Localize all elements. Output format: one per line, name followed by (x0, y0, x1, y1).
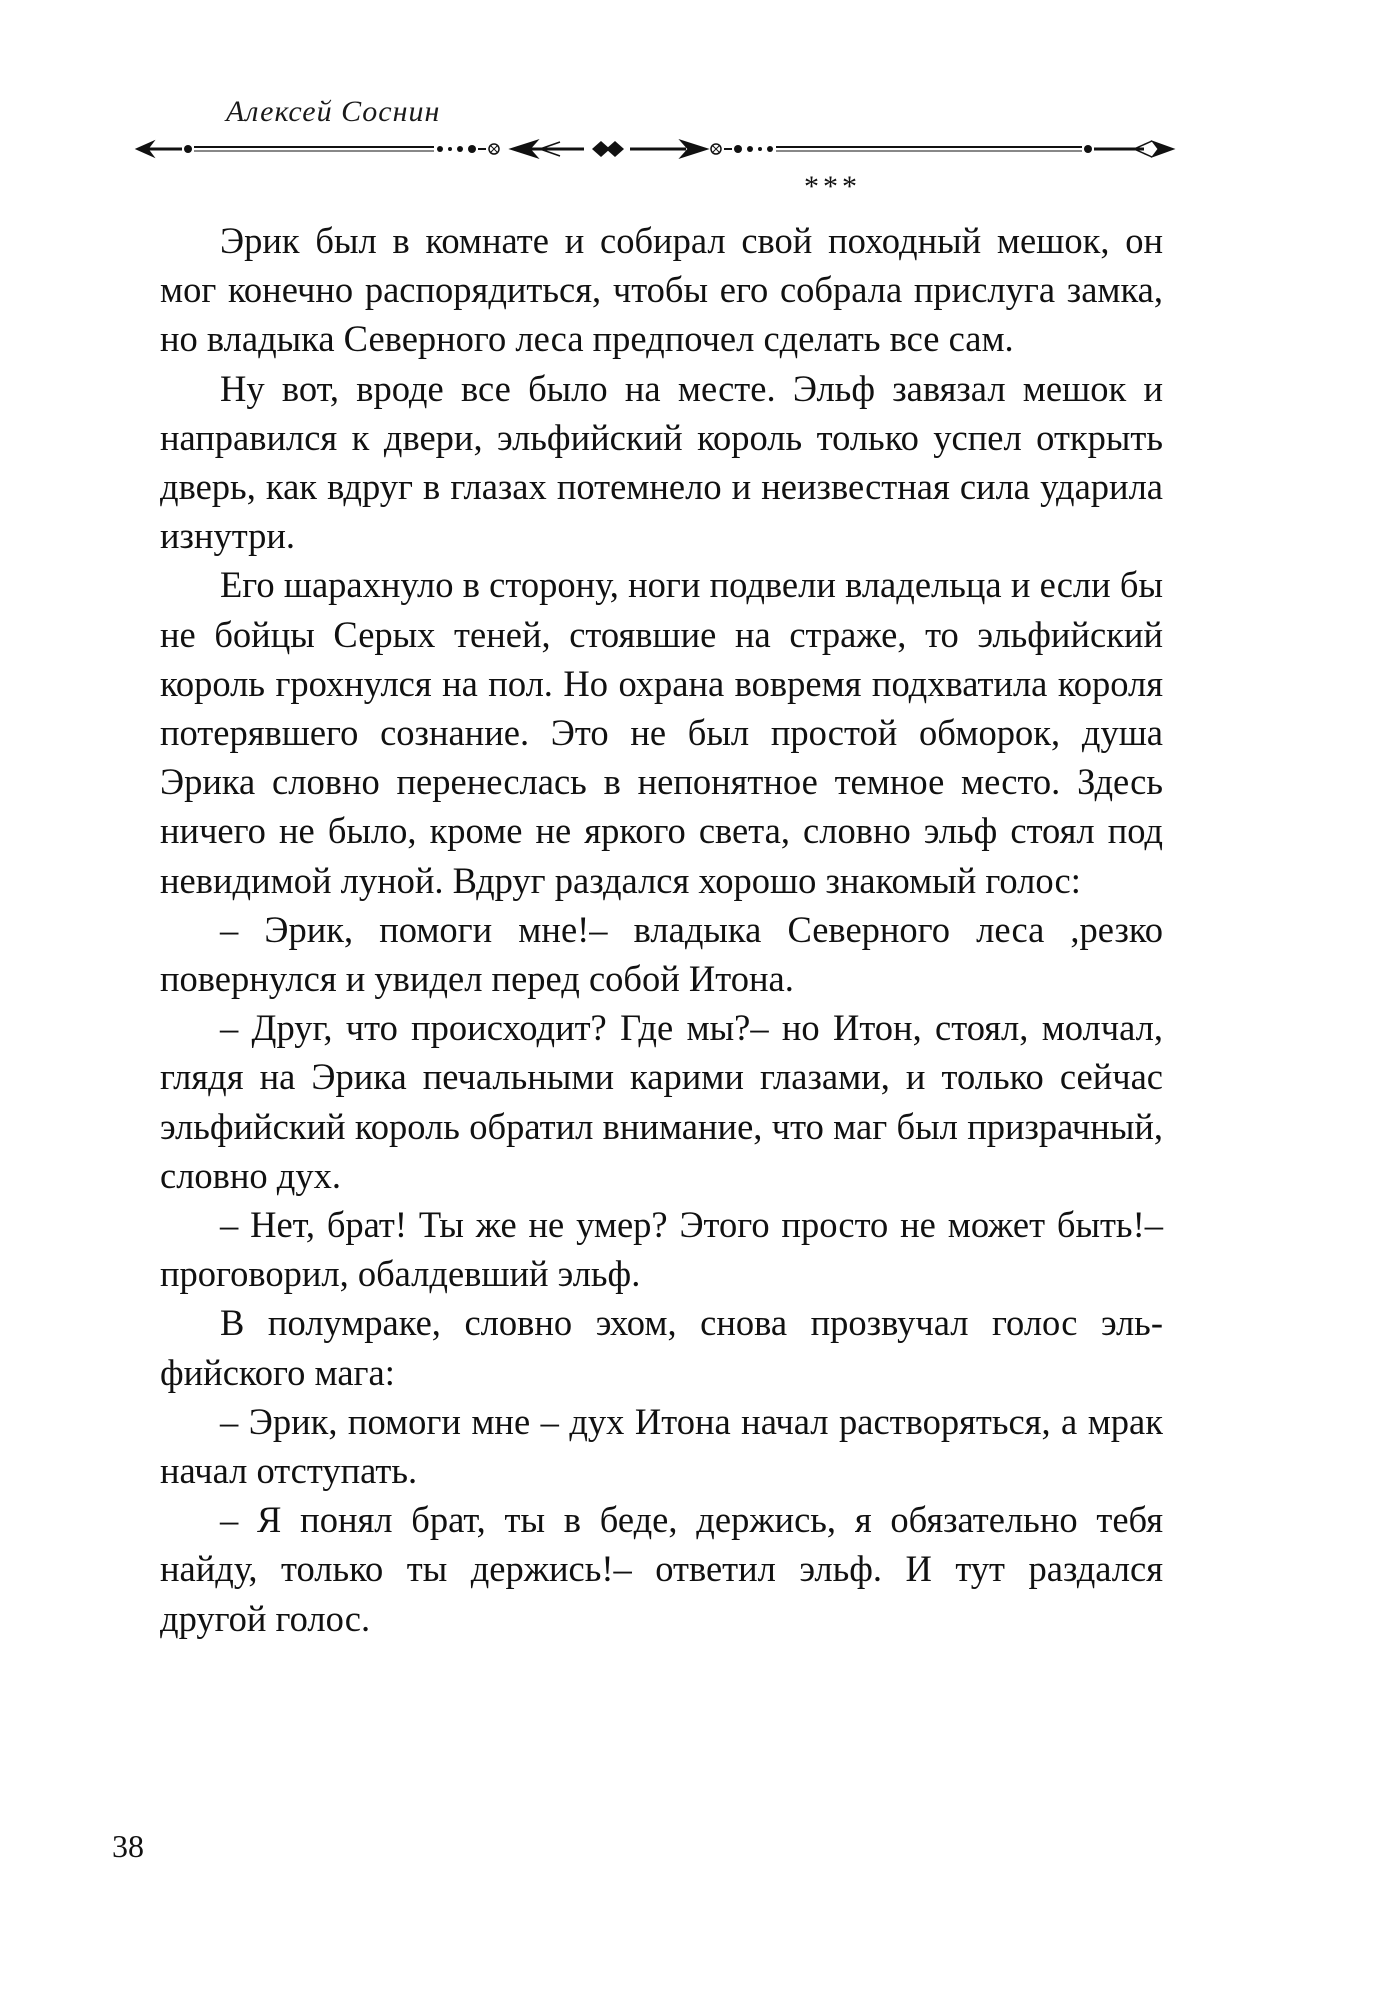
paragraph: Ну вот, вроде все было на месте. Эльф завязал мешок и направился к двери, эльфийский король только успел открыть дверь, как вдруг в глазах потемнело и неизвестная сила ударила изнутри. (160, 367, 1163, 557)
paragraph: – Друг, что происходит? Где мы?– но Итон, стоял, молчал, глядя на Эрика печальными карими глазами, и только сейчас эльфийский король обратил внимание, что маг был призрачный, словно дух. (160, 1007, 1163, 1196)
ornamental-divider (134, 136, 1176, 162)
running-head-author: Алексей Соснин (226, 95, 441, 128)
paragraph: Эрик был в комнате и собирал свой походный мешок, он мог конечно распорядиться, чтобы его собрала прислуга замка, но владыка Северного леса предпочел сделать все сам. (160, 220, 1163, 360)
page-number: 38 (112, 1828, 144, 1864)
paragraph: – Эрик, помоги мне!– владыка Северного леса ,резко повернулся и увидел перед собой Итона. (160, 908, 1163, 1000)
paragraph: – Эрик, помоги мне – дух Итона начал растворяться, а мрак начал отступать. (160, 1400, 1163, 1492)
paragraph: Его шарахнуло в сторону, ноги подвели владельца и если бы не бойцы Серых теней, стоявшие на страже, то эльфийский король грохнулся на пол. Но охрана вовремя подхватила короля потерявшего сознание. Это не был простой обморок, душа Эрика словно перенеслась в непонятное темное место. Здесь ничего не было, кроме не яркого света, словно эльф стоял под невидимой луной. Вдруг раздался хорошо знакомый голос: (160, 564, 1163, 901)
paragraph: – Я понял брат, ты в беде, держись, я обязательно тебя найду, только ты держись!– ответил эльф. И тут раздался другой голос. (160, 1499, 1163, 1639)
paragraph: В полумраке, словно эхом, снова прозвучал голос эльфийского мага: (160, 1302, 1163, 1393)
section-break-asterisks: *** (804, 170, 861, 203)
body-text (160, 216, 1163, 1643)
paragraph: – Нет, брат! Ты же не умер? Этого просто не может быть!– проговорил, обалдевший эльф. (160, 1204, 1163, 1295)
